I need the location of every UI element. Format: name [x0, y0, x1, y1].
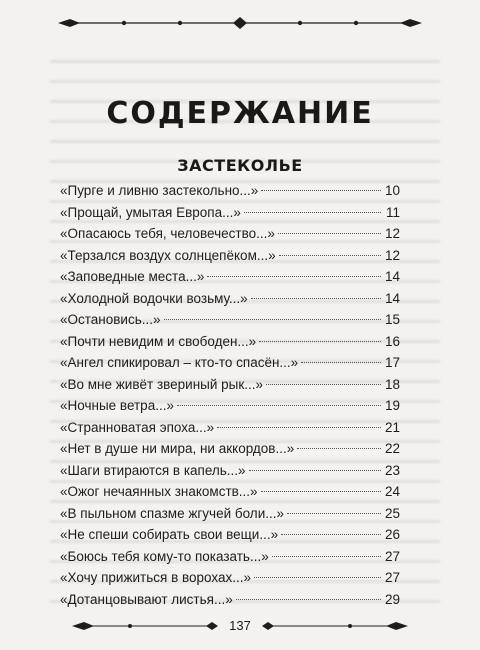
toc-entry-title: «Холодной водочки возьму...» — [60, 290, 248, 306]
toc-entry — [60, 374, 400, 396]
toc-entry-page: 11 — [385, 204, 400, 220]
toc-entry — [60, 567, 400, 589]
toc-entry-page: 22 — [384, 441, 400, 456]
toc-entry-page: 24 — [384, 484, 400, 499]
dot-leader — [301, 362, 381, 363]
toc-entry-page: 29 — [384, 591, 400, 607]
dot-leader — [177, 405, 381, 406]
dot-leader — [272, 556, 381, 557]
toc-entry-title: «Хочу прижиться в ворохах...» — [60, 570, 251, 585]
toc-entry — [60, 417, 400, 439]
dot-leader — [254, 577, 381, 578]
page-number: 137 — [229, 618, 251, 633]
top-ornament — [0, 16, 480, 30]
dot-leader — [207, 276, 381, 277]
dot-leader — [261, 190, 381, 191]
table-of-contents — [60, 180, 400, 610]
dot-leader — [287, 513, 381, 514]
dot-leader — [261, 491, 381, 492]
section-heading: ЗАСТЕКОЛЬЕ — [177, 156, 303, 175]
dot-leader — [251, 298, 381, 299]
toc-entry-title: «Нет в душе ни мира, ни аккордов...» — [60, 441, 295, 456]
toc-entry-page: 12 — [384, 247, 400, 263]
toc-entry-title: «Не спеши собирать свои вещи...» — [60, 527, 279, 542]
toc-entry — [60, 202, 400, 224]
toc-entry-page: 26 — [384, 527, 400, 542]
dot-leader — [281, 534, 381, 535]
toc-entry — [60, 352, 400, 374]
toc-entry — [60, 524, 400, 546]
toc-entry-page: 15 — [384, 312, 400, 327]
toc-entry — [60, 180, 400, 202]
toc-entry — [60, 223, 400, 245]
toc-entry-page: 10 — [384, 183, 400, 198]
toc-entry-title: «Ночные ветра...» — [60, 398, 174, 413]
dot-leader — [249, 470, 381, 471]
dot-leader — [164, 319, 381, 320]
toc-entry-title: «Остановись...» — [60, 312, 161, 327]
dot-leader — [266, 384, 381, 385]
dot-leader — [259, 341, 381, 342]
toc-entry-page: 17 — [384, 355, 400, 370]
toc-entry — [60, 481, 400, 503]
toc-entry-title: «Боюсь тебя кому-то показать...» — [60, 548, 269, 564]
toc-entry-title: «Ангел спикировал – кто-то спасён...» — [60, 355, 299, 370]
toc-entry-title: «Заповедные места...» — [60, 269, 205, 284]
toc-entry-title: «Терзался воздух солнцепёком...» — [60, 247, 276, 263]
toc-entry-page: 25 — [384, 505, 400, 521]
toc-entry-title: «Почти невидим и свободен...» — [60, 333, 257, 349]
toc-entry — [60, 589, 400, 611]
page-footer — [0, 616, 480, 636]
dot-leader — [236, 599, 381, 600]
dot-leader — [278, 233, 381, 234]
page-title: СОДЕРЖАНИЕ — [106, 96, 374, 131]
toc-entry-title: «Странноватая эпоха...» — [60, 419, 215, 435]
toc-entry-page: 12 — [384, 226, 400, 241]
toc-entry-title: «Ожог нечаянных знакомств...» — [60, 484, 258, 499]
toc-entry-page: 14 — [384, 290, 400, 306]
toc-entry-title: «Шаги втираются в капель...» — [60, 462, 246, 478]
dot-leader — [297, 448, 381, 449]
toc-entry-title: «В пыльном спазме жгучей боли...» — [60, 505, 284, 521]
toc-entry — [60, 331, 400, 353]
toc-entry-page: 27 — [384, 548, 400, 564]
toc-entry — [60, 460, 400, 482]
toc-entry — [60, 266, 400, 288]
toc-entry-page: 16 — [384, 333, 400, 349]
toc-entry-page: 14 — [384, 269, 400, 284]
toc-entry-title: «Дотанцовывают листья...» — [60, 591, 233, 607]
toc-entry-page: 27 — [384, 570, 400, 585]
toc-entry-page: 21 — [384, 419, 400, 435]
toc-entry-page: 23 — [384, 462, 400, 478]
toc-entry-page: 18 — [384, 376, 400, 392]
toc-entry-title: «Опасаюсь тебя, человечество...» — [60, 226, 275, 241]
dot-leader — [217, 427, 381, 428]
toc-entry-title: «Прощай, умытая Европа...» — [60, 204, 241, 220]
dot-leader — [279, 255, 381, 256]
toc-entry — [60, 395, 400, 417]
toc-entry — [60, 503, 400, 525]
toc-entry-title: «Пурге и ливню застекольно...» — [60, 183, 259, 198]
toc-entry — [60, 546, 400, 568]
toc-entry — [60, 245, 400, 267]
toc-entry — [60, 288, 400, 310]
toc-entry-page: 19 — [384, 398, 400, 413]
toc-entry — [60, 438, 400, 460]
toc-entry-title: «Во мне живёт звериный рык...» — [60, 376, 264, 392]
dot-leader — [244, 212, 381, 213]
toc-entry — [60, 309, 400, 331]
